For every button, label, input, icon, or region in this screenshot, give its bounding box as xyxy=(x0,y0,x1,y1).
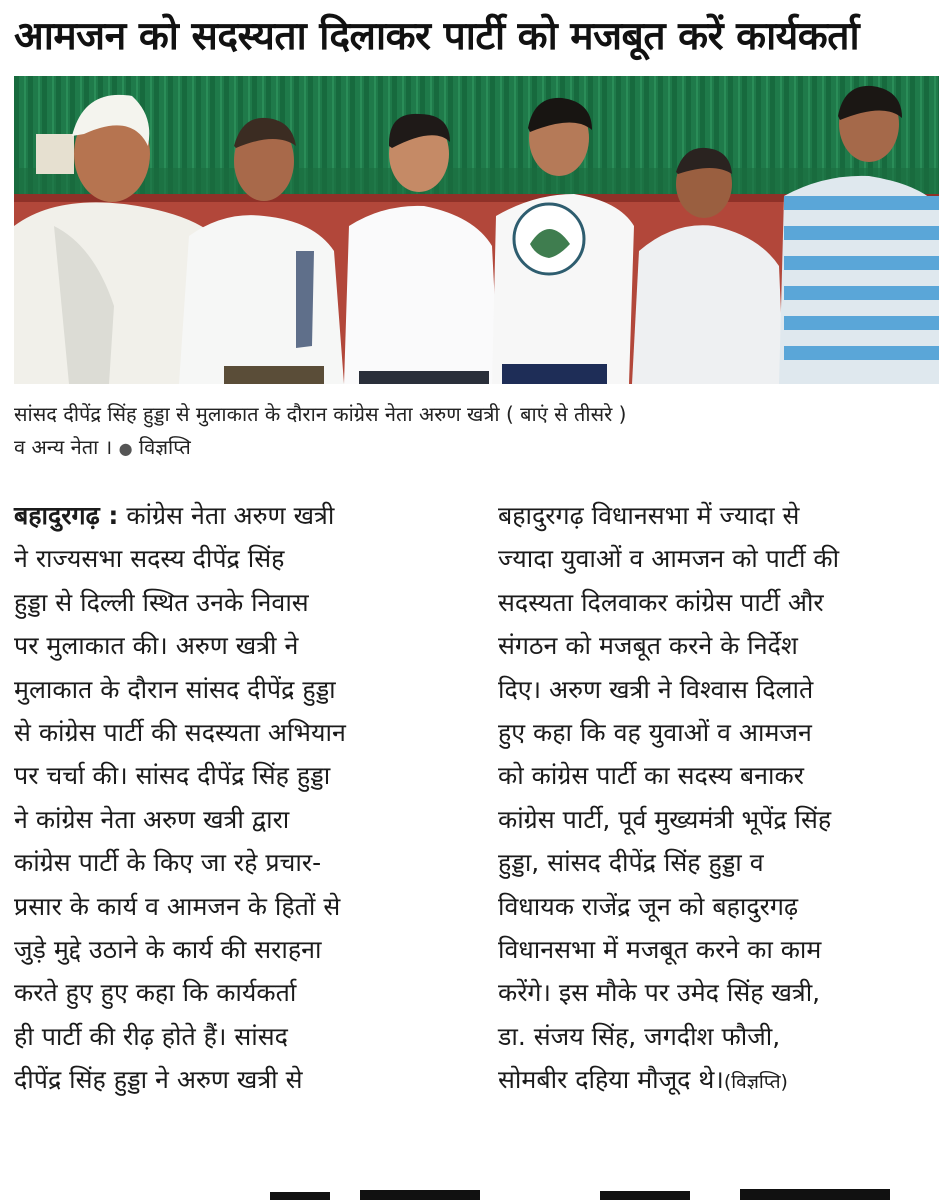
body-line: पर मुलाकात की। अरुण खत्री ने xyxy=(14,631,299,661)
body-line: हुड्डा, सांसद दीपेंद्र सिंह हुड्डा व xyxy=(498,848,764,878)
body-line: दीपेंद्र सिंह हुड्डा ने अरुण खत्री से xyxy=(14,1065,303,1095)
body-line: से कांग्रेस पार्टी की सदस्यता अभियान xyxy=(14,717,346,747)
body-line: सदस्यता दिलवाकर कांग्रेस पार्टी और xyxy=(498,587,824,617)
headline: आमजन को सदस्यता दिलाकर पार्टी को मजबूत करें कार्यकर्ता xyxy=(14,14,860,59)
caption-text: व अन्य नेता । xyxy=(14,435,113,459)
body-line: ज्यादा युवाओं व आमजन को पार्टी की xyxy=(498,544,840,574)
body-line: बहादुरगढ़ विधानसभा में ज्यादा से xyxy=(498,501,800,530)
body-line: को कांग्रेस पार्टी का सदस्य बनाकर xyxy=(498,761,804,791)
body-line: पर चर्चा की। सांसद दीपेंद्र सिंह हुड्डा xyxy=(14,761,331,791)
body-line: संगठन को मजबूत करने के निर्देश xyxy=(498,631,798,661)
body-line: हुए कहा कि वह युवाओं व आमजन xyxy=(498,717,812,747)
body-line: हुड्डा से दिल्ली स्थित उनके निवास xyxy=(14,587,309,617)
caption-line-2 xyxy=(14,431,939,465)
bullet-icon: ● xyxy=(118,439,133,458)
body-line: डा. संजय सिंह, जगदीश फौजी, xyxy=(498,1021,781,1051)
body-line: करते हुए हुए कहा कि कार्यकर्ता xyxy=(14,978,297,1008)
end-credit: (विज्ञप्ति) xyxy=(723,1071,788,1094)
body-line: बहादुरगढ़ : कांग्रेस नेता अरुण खत्री xyxy=(14,501,335,530)
article-column-right xyxy=(498,494,938,1101)
body-line: विधायक राजेंद्र जून को बहादुरगढ़ xyxy=(498,891,799,921)
photo-caption xyxy=(14,398,939,465)
caption-credit: विज्ञप्ति xyxy=(138,435,191,459)
body-line: ने कांग्रेस नेता अरुण खत्री द्वारा xyxy=(14,804,290,834)
dateline: बहादुरगढ़ : xyxy=(14,501,119,530)
body-line: प्रसार के कार्य व आमजन के हितों से xyxy=(14,891,341,921)
caption-line-1: सांसद दीपेंद्र सिंह हुड्डा से मुलाकात के दौरान कांग्रेस नेता अरुण खत्री ( बाएं से तीसरे ) xyxy=(14,402,627,426)
body-line: ही पार्टी की रीढ़ होते हैं। सांसद xyxy=(14,1021,288,1051)
body-line: विधानसभा में मजबूत करने का काम xyxy=(498,934,822,964)
body-line: सोमबीर दहिया मौजूद थे।(विज्ञप्ति) xyxy=(498,1065,788,1095)
article-column-left xyxy=(14,494,454,1101)
body-line: जुड़े मुद्दे उठाने के कार्य की सराहना xyxy=(14,934,322,964)
body-line: कांग्रेस पार्टी के किए जा रहे प्रचार- xyxy=(14,848,322,878)
next-article-headline-fragment xyxy=(0,1186,951,1200)
body-line: मुलाकात के दौरान सांसद दीपेंद्र हुड्डा xyxy=(14,674,336,704)
body-line: कांग्रेस पार्टी, पूर्व मुख्यमंत्री भूपेंद्र सिंह xyxy=(498,804,832,834)
group-photo-illustration xyxy=(14,76,939,384)
body-line: दिए। अरुण खत्री ने विश्वास दिलाते xyxy=(498,674,814,704)
body-line: ने राज्यसभा सदस्य दीपेंद्र सिंह xyxy=(14,544,285,574)
body-line: करेंगे। इस मौके पर उमेद सिंह खत्री, xyxy=(498,978,821,1008)
news-photo xyxy=(14,76,939,384)
